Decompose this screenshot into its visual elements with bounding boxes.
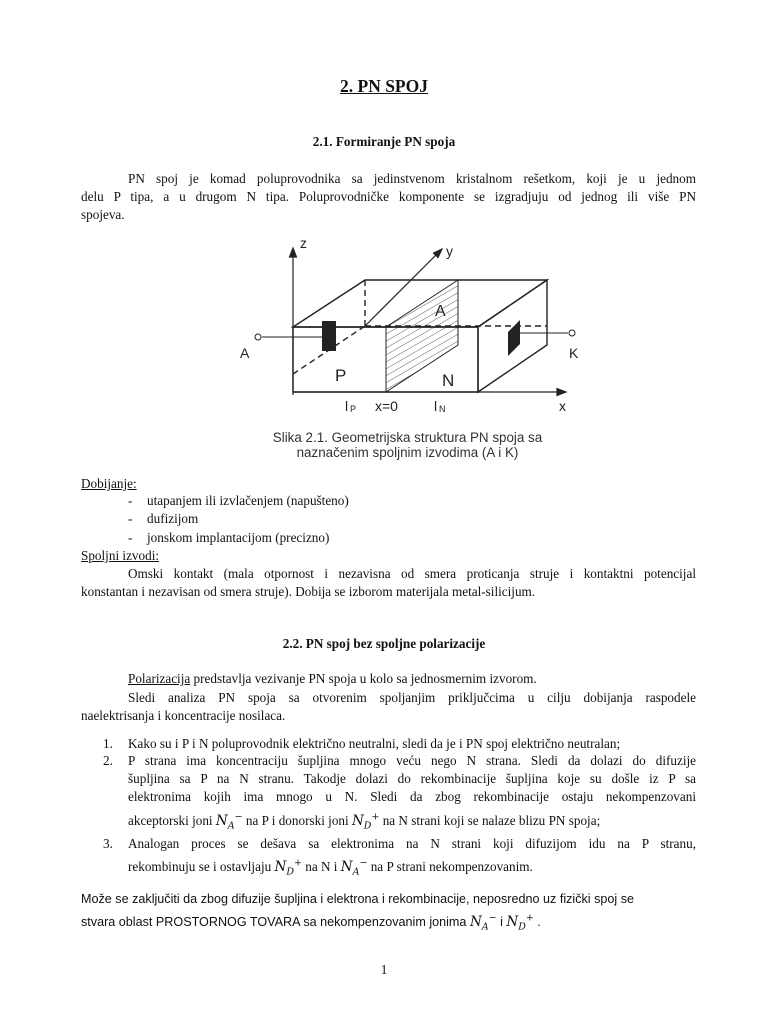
text-run: i <box>496 915 507 929</box>
x-arrow-icon <box>557 389 566 396</box>
p-region-label: P <box>335 366 347 385</box>
list-number: 2. <box>103 753 113 768</box>
list-bullet: - <box>128 530 133 545</box>
area-label: A <box>435 303 446 320</box>
ln-sub: N <box>439 404 446 414</box>
list-bullet: - <box>128 511 133 526</box>
anode-contact-pad <box>322 321 336 351</box>
na-minus-symbol: $N_A^-$ <box>340 857 368 878</box>
nd-plus-symbol: $N_D^+$ <box>274 857 302 878</box>
nd-plus-symbol: $N_D^+$ <box>506 912 534 933</box>
section-title-2-1: 2.1. Formiranje PN spoja <box>312 134 456 149</box>
conclusion-line-2 <box>81 913 541 931</box>
list-item-2-line-4 <box>128 812 600 830</box>
anode-terminal-icon <box>255 334 261 340</box>
list-item-2-line-3: elektronima kojih ima mnogo u N. Sledi da zbog rekombinacije ostaju nekompenzovani <box>128 789 696 804</box>
nd-plus-symbol: $N_D^+$ <box>351 811 380 832</box>
cathode-label: K <box>569 345 579 361</box>
z-label: z <box>300 235 307 251</box>
lp-label: l <box>345 398 349 414</box>
analiza-line-2: naelektrisanja i koncentracije nosilaca. <box>81 708 286 723</box>
lp-sub: P <box>350 404 357 414</box>
section-title-2-2: 2.2. PN spoj bez spoljne polarizacije <box>282 636 486 651</box>
list-item: dufizijom <box>147 511 199 526</box>
na-minus-symbol: $N_A^-$ <box>469 912 497 933</box>
text-run: na P strani nekompenzovanim. <box>367 859 533 874</box>
polarizacija-term: Polarizacija <box>128 671 191 686</box>
y-label: y <box>446 243 453 259</box>
page-title: 2. PN SPOJ <box>340 76 428 96</box>
ln-label: l <box>434 398 438 414</box>
anode-label: A <box>240 345 250 361</box>
spoljni-heading: Spoljni izvodi: <box>81 548 160 563</box>
list-number: 1. <box>103 736 113 751</box>
text-run: na N strani koji se nalaze blizu PN spoja; <box>379 813 601 828</box>
list-item-1-line-1: Kako su i P i N poluprovodnik električno neutralni, sledi da je i PN spoj električno neutralan; <box>128 736 621 751</box>
text-run: na P i donorski joni <box>242 813 352 828</box>
polarizacija-definition: predstavlja vezivanje PN spoja u kolo sa jednosmernim izvorom. <box>190 671 537 686</box>
x0-label: x=0 <box>375 398 398 414</box>
text-run: stvara oblast PROSTORNOG TOVARA sa nekompenzovanim jonima <box>81 915 470 929</box>
intro-line-2: delu P tipa, a u drugom N tipa. Poluprovodničke komponente se izgradjuju od jednog ili više PN <box>81 189 696 204</box>
list-number: 3. <box>103 836 113 851</box>
list-bullet: - <box>128 493 133 508</box>
x-label: x <box>559 398 566 414</box>
conclusion-line-1: Može se zaključiti da zbog difuzije šupljina i elektrona i rekombinacije, neposredno uz fizički spoj se <box>81 892 635 906</box>
cathode-terminal-icon <box>569 330 575 336</box>
list-item-2-line-2: šupljina sa P na N stranu. Takodje dolazi do rekombinacije šupljina koje su došle iz P sa <box>128 771 696 786</box>
analiza-line-1: Sledi analiza PN spoja sa otvorenim spoljanjim priključcima u cilju dobijanja raspodele <box>128 690 696 705</box>
spoljni-line-2: konstantan i nezavisan od smera struje). Dobija se izborom materijala metal-silicijum. <box>81 584 536 599</box>
intro-line-1: PN spoj je komad poluprovodnika sa jedinstvenom kristalnom rešetkom, koji je u jednom <box>128 171 696 186</box>
list-item: utapanjem ili izvlačenjem (napušteno) <box>147 493 349 508</box>
polarizacija-line <box>128 670 537 688</box>
text-run: na N i <box>301 859 341 874</box>
pn-junction-figure <box>230 230 590 430</box>
list-item-3-line-1: Analogan proces se dešava sa elektronima na N strani koji difuzijom idu na P stranu, <box>128 836 696 851</box>
text-run: rekombinuju se i ostavljaju <box>128 859 275 874</box>
na-minus-symbol: $N_A^-$ <box>215 811 243 832</box>
z-arrow-icon <box>290 248 297 257</box>
intro-line-3: spojeva. <box>81 207 125 222</box>
page-number: 1 <box>380 962 388 977</box>
list-item-3-line-2 <box>128 858 533 876</box>
text-run: akceptorski joni <box>128 813 216 828</box>
figure-caption-line-1: Slika 2.1. Geometrijska struktura PN spoja sa <box>272 430 543 445</box>
figure-caption <box>0 430 768 460</box>
dobijanje-heading: Dobijanje: <box>81 476 137 491</box>
text-run: . <box>533 915 541 929</box>
spoljni-line-1: Omski kontakt (mala otpornost i nezavisna od smera proticanja struje i kontaktni potencijal <box>128 566 696 581</box>
figure-caption-line-2: naznačenim spoljnim izvodima (A i K) <box>296 445 519 460</box>
list-item-2-line-1: P strana ima koncentraciju šupljina mnogo veću nego N strana. Sledi da dolazi do difuzije <box>128 753 696 768</box>
list-item: jonskom implantacijom (precizno) <box>147 530 330 545</box>
n-region-label: N <box>442 371 455 390</box>
